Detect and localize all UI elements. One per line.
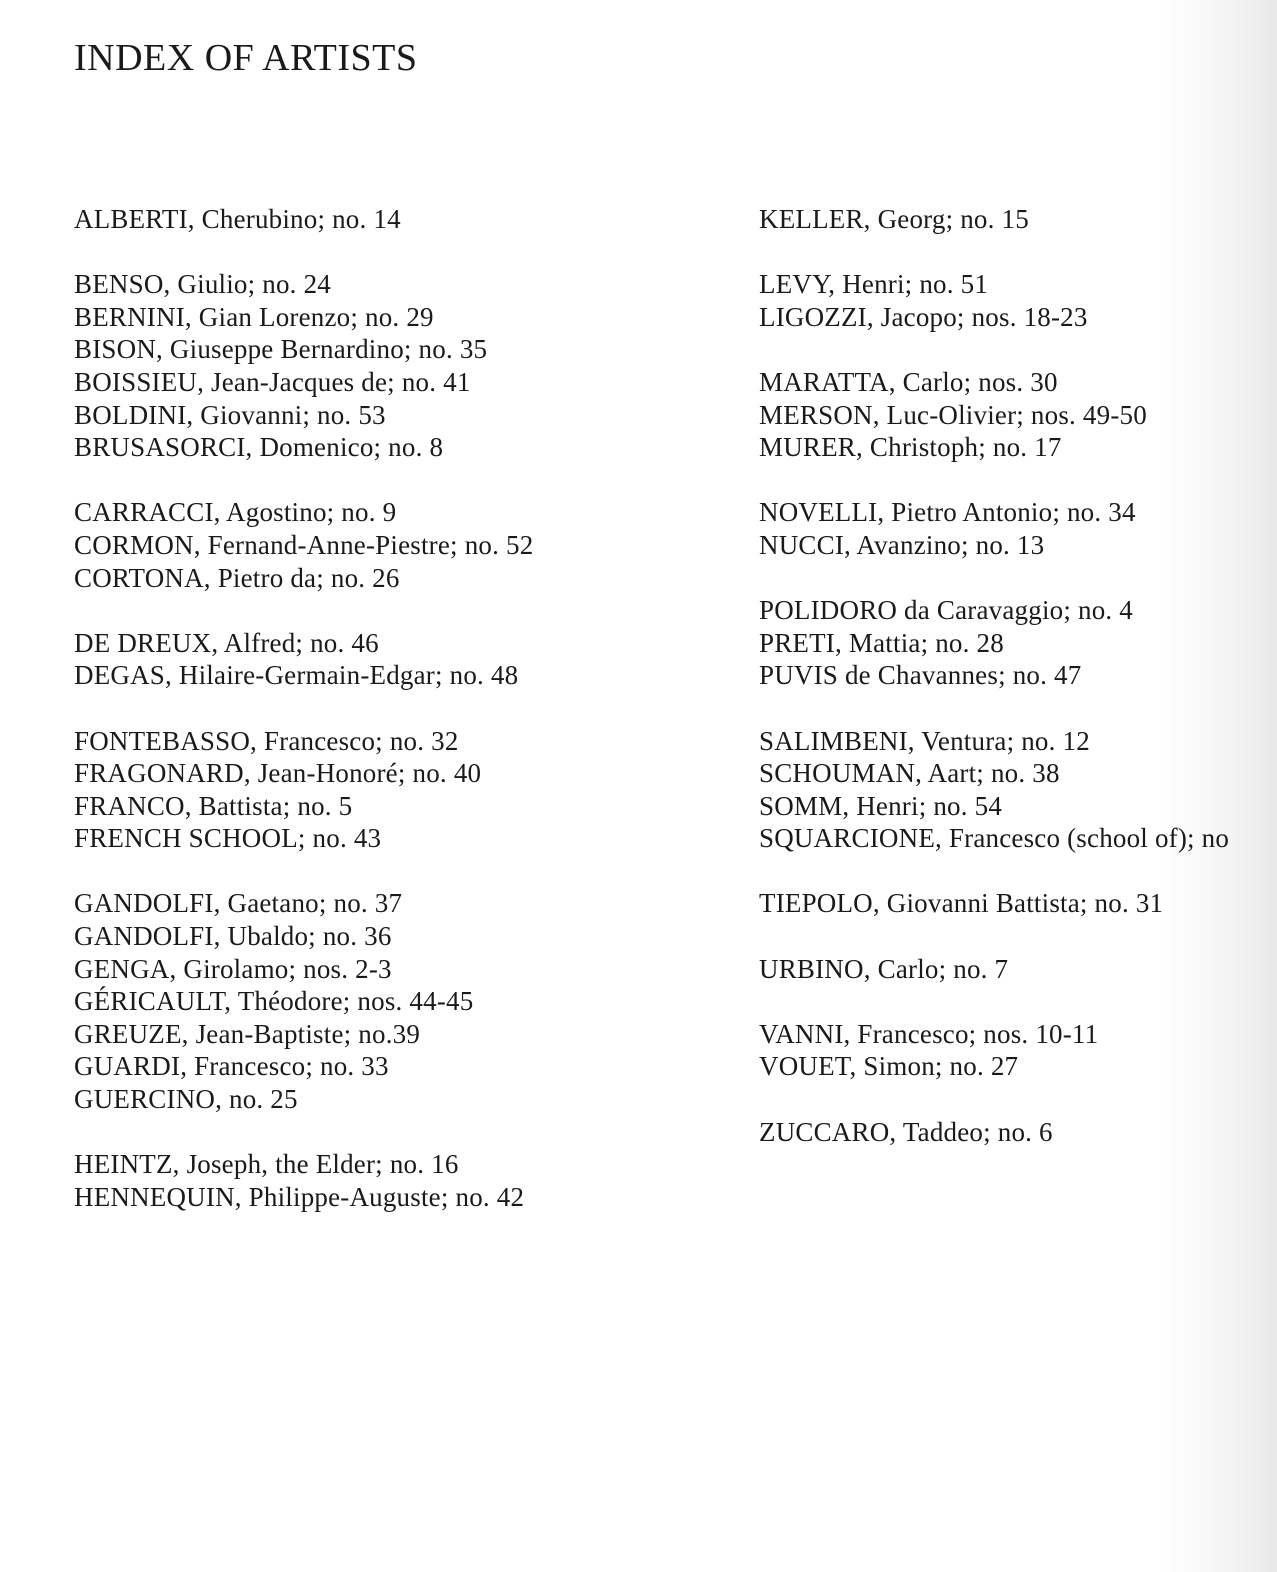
index-entry: BENSO, Giulio; no. 24 [74,269,331,300]
index-group-a [74,203,714,236]
index-group-t [759,887,1277,920]
index-entry: LEVY, Henri; no. 51 [759,269,989,300]
index-entry: CORTONA, Pietro da; no. 26 [74,562,400,593]
index-entry: GÉRICAULT, Théodore; nos. 44-45 [74,986,474,1017]
index-entry: SOMM, Henri; no. 54 [759,790,1003,821]
index-group-k [759,203,1277,236]
index-entry: GUERCINO, no. 25 [74,1084,298,1115]
index-entry: PUVIS de Chavannes; no. 47 [759,660,1082,691]
index-entry: CORMON, Fernand-Anne-Piestre; no. 52 [74,529,534,560]
index-entry: LIGOZZI, Jacopo; nos. 18-23 [759,301,1088,332]
index-entry: GREUZE, Jean-Baptiste; no.39 [74,1018,421,1049]
index-entry: TIEPOLO, Giovanni Battista; no. 31 [759,888,1164,919]
index-entry: POLIDORO da Caravaggio; no. 4 [759,595,1133,626]
index-entry: GANDOLFI, Gaetano; no. 37 [74,888,403,919]
index-entry: DEGAS, Hilaire-Germain-Edgar; no. 48 [74,660,519,691]
index-entry: HENNEQUIN, Philippe-Auguste; no. 42 [74,1181,525,1212]
index-group-z [759,1116,1277,1149]
index-entry: MERSON, Luc-Olivier; nos. 49-50 [759,399,1147,430]
index-entry: FONTEBASSO, Francesco; no. 32 [74,725,459,756]
index-group-v [759,1018,1277,1083]
index-group-f [74,725,714,855]
index-group-h [74,1148,714,1213]
index-entry: CARRACCI, Agostino; no. 9 [74,497,397,528]
index-entry: GUARDI, Francesco; no. 33 [74,1051,389,1082]
index-entry: GENGA, Girolamo; nos. 2-3 [74,953,392,984]
index-column-right [759,203,1277,1181]
index-entry: MURER, Christoph; no. 17 [759,432,1062,463]
index-group-n [759,496,1277,561]
index-entry: ZUCCARO, Taddeo; no. 6 [759,1116,1053,1147]
index-group-m [759,366,1277,464]
index-group-s [759,725,1277,855]
index-entry: BOISSIEU, Jean-Jacques de; no. 41 [74,366,471,397]
index-group-d [74,627,714,692]
index-entry: PRETI, Mattia; no. 28 [759,627,1004,658]
index-entry: VOUET, Simon; no. 27 [759,1051,1019,1082]
index-entry: BERNINI, Gian Lorenzo; no. 29 [74,301,434,332]
index-entry: BISON, Giuseppe Bernardino; no. 35 [74,334,488,365]
index-column-left [74,203,714,1246]
index-entry: SCHOUMAN, Aart; no. 38 [759,758,1060,789]
index-entry: BOLDINI, Giovanni; no. 53 [74,399,386,430]
index-entry: SALIMBENI, Ventura; no. 12 [759,725,1090,756]
index-group-c [74,496,714,594]
index-entry: VANNI, Francesco; nos. 10-11 [759,1018,1099,1049]
index-group-u [759,953,1277,986]
index-entry: GANDOLFI, Ubaldo; no. 36 [74,921,392,952]
index-entry: FRAGONARD, Jean-Honoré; no. 40 [74,758,482,789]
index-entry: MARATTA, Carlo; nos. 30 [759,366,1058,397]
index-entry: URBINO, Carlo; no. 7 [759,953,1009,984]
index-group-b [74,268,714,464]
page-title: INDEX OF ARTISTS [74,37,418,79]
index-entry: NUCCI, Avanzino; no. 13 [759,529,1045,560]
index-entry: FRENCH SCHOOL; no. 43 [74,823,382,854]
index-entry: BRUSASORCI, Domenico; no. 8 [74,432,444,463]
index-entry: KELLER, Georg; no. 15 [759,204,1029,234]
index-entry: HEINTZ, Joseph, the Elder; no. 16 [74,1149,459,1180]
index-entry: NOVELLI, Pietro Antonio; no. 34 [759,497,1136,528]
index-entry: SQUARCIONE, Francesco (school of); no [759,823,1230,854]
index-entry: ALBERTI, Cherubino; no. 14 [74,204,401,234]
index-entry: DE DREUX, Alfred; no. 46 [74,627,379,658]
index-group-p [759,594,1277,692]
index-group-l [759,268,1277,333]
index-entry: FRANCO, Battista; no. 5 [74,790,353,821]
index-group-g [74,887,714,1115]
